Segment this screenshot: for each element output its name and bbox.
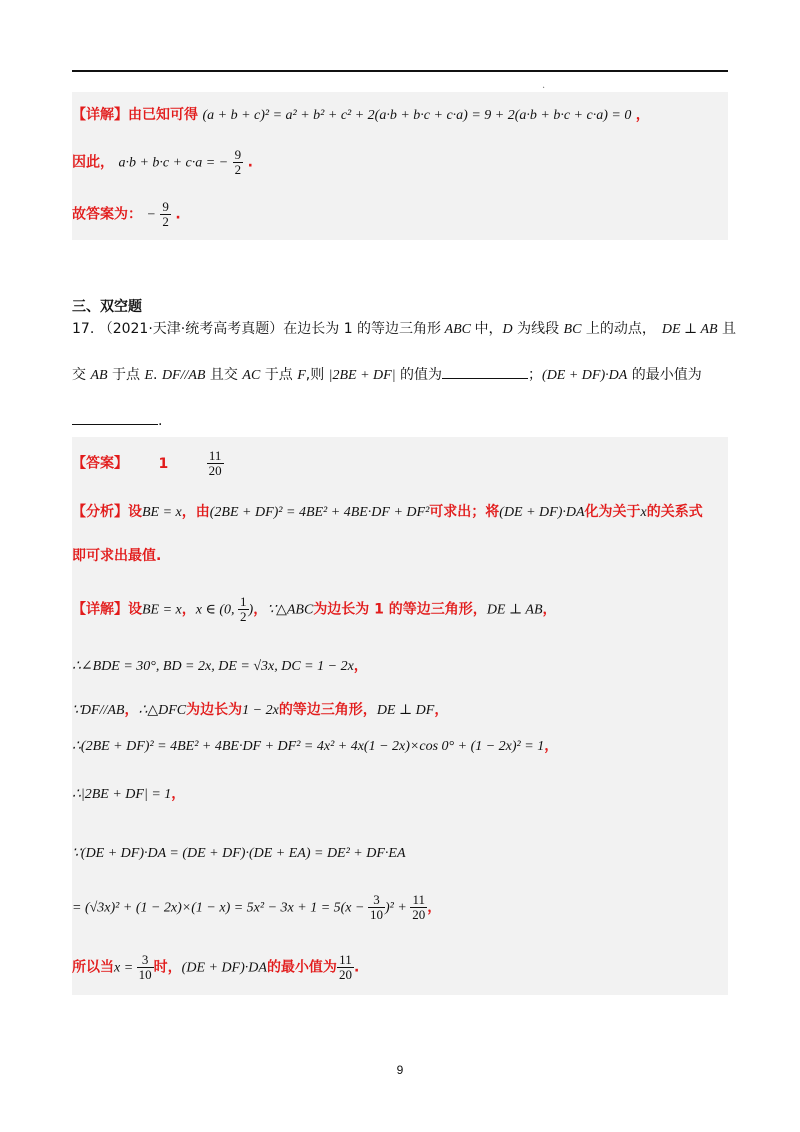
page-number: 9 [396, 1063, 404, 1077]
solution-line-3: 故答案为： − $\frac{9}{2}$ . [72, 199, 181, 229]
fraction: $\frac{3}{10}$ [369, 892, 383, 922]
expansion-formula: (a + b + c)² = a² + b² + c² + 2(a·b + b·c + c·a) = 9 + 2(a·b + b·c + c·a) = 0 [202, 108, 632, 123]
detail-line-2: ∴∠BDE = 30°, BD = 2x, DE = √3x, DC = 1 − 2x， [72, 658, 368, 674]
detail-line-3: ∵DF//AB，∴△DFC为边长为1 − 2x的等边三角形，DE ⊥ DF， [72, 702, 449, 718]
fraction: $\frac{1}{2}$ [240, 594, 247, 624]
question-17-line-1: 17. （2021·天津·统考高考真题）在边长为 1 的等边三角形 ABC 中，D 为线段 BC 上的动点， DE ⊥ AB 且 [72, 321, 737, 337]
therefore-label: 因此， [72, 154, 114, 171]
fraction: $\frac{9}{2}$ [162, 199, 169, 229]
solution-box-16 [72, 92, 728, 240]
answer-line: 【答案】 1 $\frac{11}{20}$ [72, 448, 222, 478]
solution-line-2: 因此， a·b + b·c + c·a = − $\frac{9}{2}$ . [72, 147, 253, 177]
fraction: $\frac{9}{2}$ [234, 147, 242, 177]
header-rule [72, 70, 728, 72]
vector-magnitude-expr: |2BE + DF| [328, 368, 396, 383]
fraction: $\frac{11}{20}$ [338, 952, 352, 982]
detail-line-1: 【详解】设BE = x，x ∈ (0, $\frac{1}{2}$ )，∵△ABC为边长为 1 的等边三角形，DE ⊥ AB， [72, 594, 557, 624]
detail-line-5: ∴|2BE + DF| = 1， [72, 786, 186, 802]
answer-label: 故答案为： [72, 206, 142, 223]
analysis-line-2: 即可求出最值. [72, 548, 162, 564]
solution-line-1: 【详解】由已知可得 (a + b + c)² = a² + b² + c² + 2(a·b + b·c + c·a) = 9 + 2(a·b + b·c + c·a) = 0 ， [72, 107, 650, 123]
detail-line-4: ∴(2BE + DF)² = 4BE² + 4BE·DF + DF² = 4x² + 4x(1 − 2x)×cos 0° + (1 − 2x)² = 1， [72, 738, 559, 754]
answer-blank-1 [442, 366, 528, 379]
question-17-line-3: . [72, 412, 162, 429]
solution-box-17 [72, 437, 728, 995]
fraction: $\frac{11}{20}$ [208, 448, 222, 478]
section-title: 三、双空题 [72, 299, 142, 315]
detail-label: 【详解】由已知可得 [72, 107, 198, 123]
analysis-line-1: 【分析】设BE = x，由(2BE + DF)² = 4BE² + 4BE·DF + DF²可求出；将(DE + DF)·DA化为关于x的关系式 [72, 504, 703, 520]
dot-product-expr: (DE + DF)·DA [542, 368, 628, 383]
fraction: $\frac{3}{10}$ [138, 952, 152, 982]
answer-blank-2 [72, 412, 158, 425]
detail-line-7: = (√3x)² + (1 − 2x)×(1 − x) = 5x² − 3x + 1 = 5(x − $\frac{3}{10}$ )² + $\frac{11}{20}$ ， [72, 892, 442, 922]
dot-sum-formula: a·b + b·c + c·a = − [118, 155, 229, 171]
header-dot: . [542, 80, 546, 91]
question-17-line-2: 交 AB 于点 E. DF//AB 且交 AC 于点 F,则 |2BE + DF| 的值为 ；(DE + DF)·DA 的最小值为 [72, 367, 702, 383]
conclusion-line: 所以当x = $\frac{3}{10}$ 时，(DE + DF)·DA的最小值为 $\frac{11}{20}$ . [72, 952, 360, 982]
detail-line-6: ∵(DE + DF)·DA = (DE + DF)·(DE + EA) = DE² + DF·EA [72, 846, 406, 861]
fraction: $\frac{11}{20}$ [412, 892, 426, 922]
